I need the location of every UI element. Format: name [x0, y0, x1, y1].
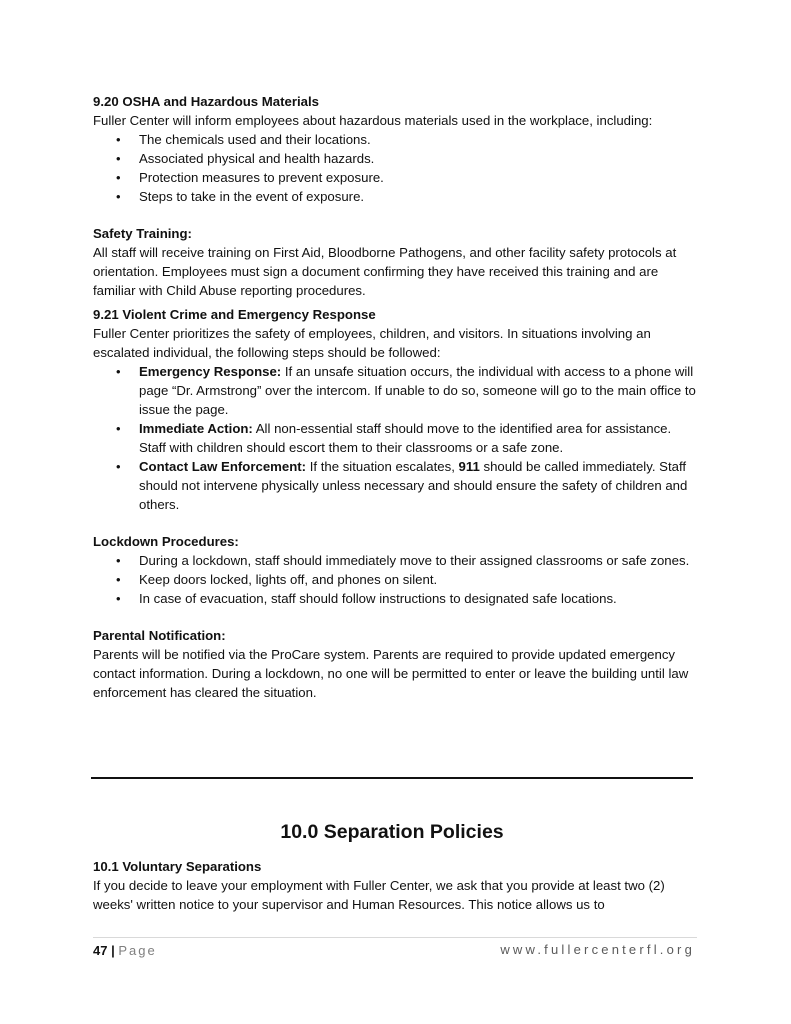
lockdown-list [93, 551, 701, 608]
list-item: • Steps to take in the event of exposure. [139, 187, 701, 206]
separation-content [93, 857, 701, 914]
section-title-10: 10.0 Separation Policies [280, 821, 504, 843]
section-heading-9-21: 9.21 Violent Crime and Emergency Response [93, 307, 376, 322]
emergency-number: 911 [458, 459, 480, 474]
item-text: All non-essential staff should move to the identified area for assistance. Staff with children should escort them to their classrooms or a safe zone. [139, 421, 672, 455]
voluntary-separation-body: If you decide to leave your employment with Fuller Center, we ask that you provide at least two (2) weeks' written notice to your supervisor and Human Resources. This notice allows us to [93, 878, 665, 912]
page-content [93, 92, 701, 702]
item-label: Immediate Action: [139, 421, 253, 436]
parental-body: Parents will be notified via the ProCare system. Parents are required to provide updated emergency contact information. During a lockdown, no one will be permitted to enter or leave the building until law enforcement has cleared the situation. [93, 647, 689, 700]
osha-intro: Fuller Center will inform employees about hazardous materials used in the workplace, including: [93, 113, 653, 128]
page-word: Page [118, 943, 157, 958]
parental-heading: Parental Notification: [93, 628, 226, 643]
lockdown-heading: Lockdown Procedures: [93, 534, 239, 549]
emergency-list [93, 362, 701, 514]
list-item [139, 419, 701, 457]
page-separator: | [107, 943, 119, 958]
item-text: If the situation escalates, [306, 459, 459, 474]
item-label: Contact Law Enforcement: [139, 459, 307, 474]
list-item: • Protection measures to prevent exposure. [139, 168, 701, 187]
page-number: 47 [93, 943, 108, 958]
list-item: • Associated physical and health hazards. [139, 149, 701, 168]
list-item: • During a lockdown, staff should immediately move to their assigned classrooms or safe zones. [139, 551, 701, 570]
safety-training-body: All staff will receive training on First Aid, Bloodborne Pathogens, and other facility safety protocols at orientation. Employees must sign a document confirming they have received this training and are familiar with Child Abuse reporting procedures. [93, 245, 677, 298]
page-footer [93, 937, 697, 962]
emergency-intro: Fuller Center prioritizes the safety of employees, children, and visitors. In situations involving an escalated individual, the following steps should be followed: [93, 326, 651, 360]
page-label [93, 943, 157, 958]
section-divider [91, 777, 693, 779]
item-text: If an unsafe situation occurs, the individual with access to a phone will page “Dr. Armstrong” over the intercom. If unable to do so, someone will go to the main office to issue the page. [139, 364, 696, 417]
list-item: • In case of evacuation, staff should follow instructions to designated safe locations. [139, 589, 701, 608]
list-item: • Keep doors locked, lights off, and phones on silent. [139, 570, 701, 589]
osha-list [93, 130, 701, 206]
list-item: • The chemicals used and their locations. [139, 130, 701, 149]
list-item [139, 457, 701, 514]
item-text: should be called immediately. Staff should not intervene physically unless necessary and should ensure the safety of children and others. [139, 459, 688, 512]
section-heading-9-20: 9.20 OSHA and Hazardous Materials [93, 94, 319, 109]
website-url: www.fullercenterfl.org [500, 942, 695, 957]
list-item [139, 362, 701, 419]
item-label: Emergency Response: [139, 364, 282, 379]
safety-training-heading: Safety Training: [93, 226, 192, 241]
section-heading-10-1: 10.1 Voluntary Separations [93, 859, 262, 874]
